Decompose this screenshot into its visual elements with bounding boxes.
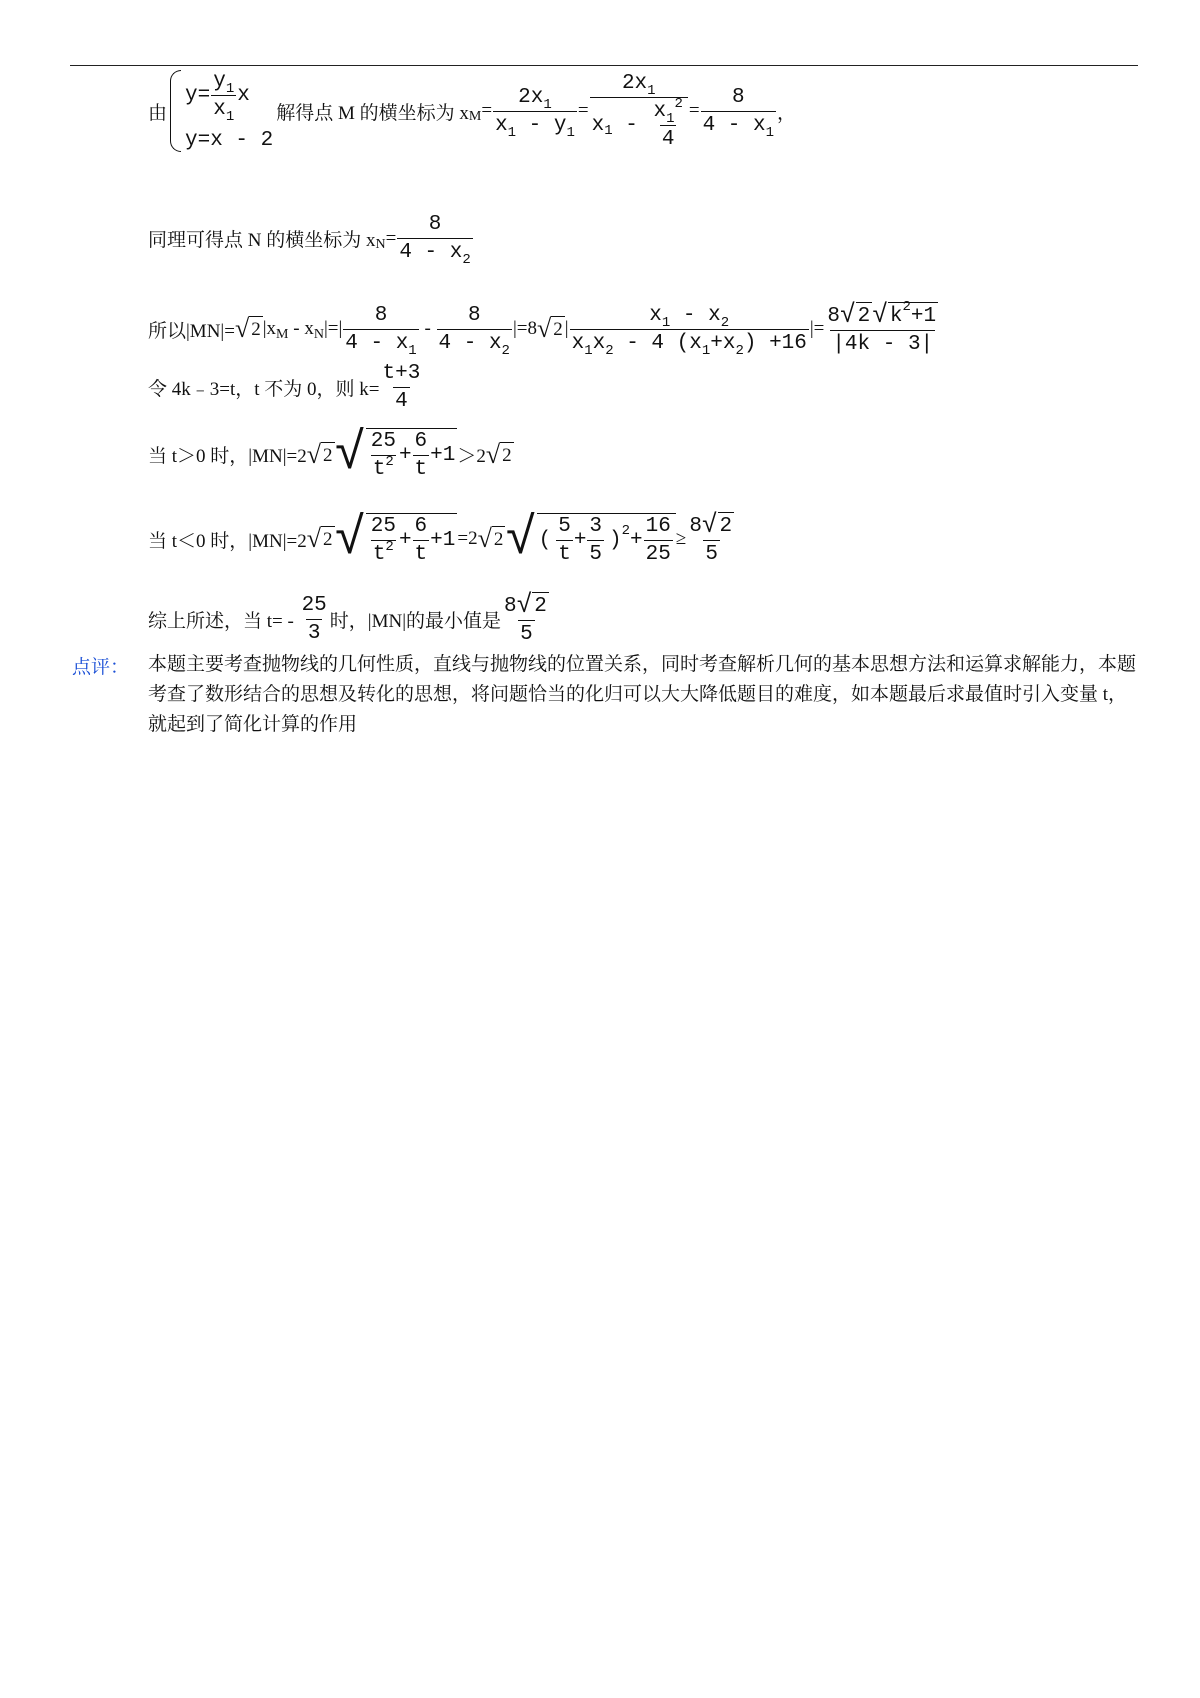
xm-sub: M	[468, 109, 482, 124]
frac-num: 6	[414, 430, 428, 453]
frac-den: 4 - x	[399, 241, 463, 264]
sup: 2	[385, 454, 394, 470]
frac-num: 25	[370, 514, 396, 538]
radicand: 2	[321, 442, 335, 468]
fraction-a	[343, 303, 418, 359]
fraction-xn	[397, 213, 472, 268]
frac-den-sub: 2	[462, 252, 471, 268]
sub: 1	[661, 314, 671, 331]
minus-xn: - x	[288, 318, 314, 339]
paren-close: )	[609, 528, 622, 552]
plus: +	[573, 528, 587, 552]
radicand: 2	[718, 512, 735, 538]
frac-den: x	[591, 113, 605, 137]
gt-2: ＞2	[457, 446, 486, 467]
line2-text: 同理可得点 N 的横坐标为 x	[148, 230, 376, 251]
equals: =	[577, 100, 589, 121]
frac-num: 8	[428, 213, 442, 236]
line4-text: 令 4k﹣3=t，t 不为 0，则 k=	[148, 379, 380, 400]
equals: =	[385, 227, 397, 249]
frac-num: 25	[370, 430, 396, 453]
left-brace	[170, 70, 181, 152]
line7-mid: 时，|MN|的最小值是	[329, 610, 502, 632]
inner-num: x	[653, 99, 667, 123]
frac-den: 4	[393, 387, 410, 413]
sys-row1-x: x	[237, 84, 250, 107]
frac-5-t	[556, 515, 573, 566]
abs-eq-8: |=8	[512, 318, 537, 339]
paren-open: (	[538, 528, 552, 552]
d5: ) +16	[743, 331, 807, 355]
abs-eq: |=	[809, 318, 825, 339]
line5-text: 当 t＞0 时，|MN|=2	[148, 446, 307, 467]
frac-num: 8	[374, 303, 388, 327]
frac-den: |4k - 3|	[830, 330, 935, 356]
frac-den: t	[413, 540, 430, 566]
frac-den: t	[556, 540, 573, 566]
abs-bar: |	[564, 318, 569, 339]
num-8: 8	[689, 515, 702, 538]
sub: 1	[584, 342, 593, 359]
sup: 2	[902, 299, 911, 315]
abs-eq: |=|	[323, 318, 343, 339]
equals: =	[481, 100, 493, 121]
comment-text: 本题主要考查抛物线的几何性质，直线与抛物线的位置关系，同时考查解析几何的基本思想方法和运算求解能力，本题考查了数形结合的思想及转化的思想，将问题恰当的化归可以大大降低题目的难度，如本题最后求最值时引入变量 t，就起到了简化计算的作用	[148, 654, 1137, 735]
fraction-result	[687, 512, 736, 566]
frac-num: 8	[467, 303, 481, 327]
frac-6-t	[413, 430, 430, 481]
radicand: 2	[500, 442, 514, 468]
fraction-25-3	[300, 594, 329, 645]
d4: +x	[710, 331, 736, 355]
inner-fraction	[651, 95, 684, 151]
solution-line-2	[148, 213, 474, 268]
frac-num: 3	[589, 514, 603, 538]
frac-den: t	[413, 455, 430, 481]
frac-num-mid: - x	[670, 303, 721, 327]
radicand: 2	[492, 526, 506, 552]
big-sqrt-1: √ $\frac{25}{t^2}$ + $\frac{6}{t}$ +1	[334, 509, 456, 569]
frac-den-sub: 1	[225, 109, 235, 125]
frac-num: 8	[732, 85, 745, 109]
minus: -	[612, 113, 651, 137]
sys-row1-lhs: y=	[185, 84, 211, 107]
sqrt-2: √ 2	[701, 510, 733, 540]
frac-num: x	[649, 303, 662, 327]
prefix-text: 由	[148, 102, 168, 124]
frac-6-t	[413, 515, 430, 566]
sqrt-2: √ 2	[840, 300, 871, 330]
frac-num: 16	[645, 514, 671, 538]
sub: 1	[701, 342, 711, 359]
sub: 2	[720, 314, 730, 331]
frac-num-sub: 1	[225, 81, 235, 97]
frac-den: 5	[703, 540, 720, 566]
sqrt-2: √ 2	[306, 439, 333, 469]
sub: 2	[605, 342, 614, 359]
radicand: 2	[532, 592, 549, 618]
radicand: 2	[856, 302, 873, 328]
d2: x	[592, 331, 606, 355]
frac-num: 6	[414, 514, 428, 538]
frac-num-sub: 1	[647, 82, 656, 99]
frac-num: 2x	[621, 71, 648, 95]
plus-1: +1	[910, 304, 937, 328]
equation-system	[170, 70, 273, 152]
frac-den: 25	[644, 540, 673, 566]
frac-num-sub: 1	[543, 96, 552, 113]
frac-num: 5	[558, 514, 571, 538]
frac-den-sub: 1	[604, 123, 613, 139]
sqrt-2: √ 2	[477, 524, 504, 553]
frac-num: y	[213, 70, 226, 93]
frac-den-sub: 2	[501, 342, 510, 359]
inner-num-sup: 2	[674, 95, 683, 112]
d1: x	[571, 331, 585, 355]
radicand: 2	[551, 316, 565, 342]
solution-line-5	[148, 425, 514, 484]
xn-sub: N	[375, 236, 386, 252]
mn-label: 所以|MN|=	[148, 320, 235, 342]
sqrt-2: √ 2	[234, 314, 261, 343]
radicand: 2	[249, 316, 263, 342]
line1-text: 解得点 M 的横坐标为 x	[276, 102, 469, 124]
sup: 2	[385, 538, 394, 555]
sub: 2	[735, 342, 744, 359]
solution-line-3	[148, 299, 941, 359]
solution-line-7	[148, 592, 552, 646]
comma: ，	[777, 102, 797, 124]
fraction-3	[701, 85, 776, 141]
frac-den: x	[213, 98, 226, 121]
solution-line-1	[148, 70, 796, 152]
fraction-k	[381, 362, 423, 413]
plus: +	[630, 528, 643, 552]
frac-den: t	[372, 458, 386, 481]
frac-den: x	[495, 113, 508, 137]
frac-25-t2	[369, 515, 398, 566]
frac-den-sub: 1	[507, 124, 517, 141]
frac-den-sub: 1	[408, 342, 417, 359]
frac-den: 4 - x	[702, 113, 766, 137]
sqrt-2: √ 2	[516, 590, 547, 620]
equals: =	[688, 100, 700, 121]
num-8: 8	[827, 305, 841, 328]
ge: ≥	[675, 528, 687, 549]
header-rule	[70, 65, 1138, 66]
frac-25-t2	[369, 430, 398, 481]
sqrt-k2-plus-1: √ k 2 +1	[872, 299, 937, 330]
inner-den: 4	[660, 125, 677, 151]
radicand: 2	[321, 526, 335, 552]
plus-1: +1	[430, 444, 456, 467]
frac-den: 4 - x	[438, 331, 502, 355]
sqrt-2: √ 2	[536, 314, 563, 343]
frac-den: 5	[587, 540, 604, 566]
frac-den-mid: - y	[516, 113, 567, 137]
frac-den-sub2: 1	[566, 124, 575, 141]
xn-sub: N	[313, 327, 324, 342]
frac-num: 25	[301, 593, 327, 617]
frac-den: 4 - x	[345, 331, 409, 355]
frac-den: 3	[306, 619, 323, 645]
frac-den-sub: 1	[765, 124, 775, 141]
fraction-2	[590, 72, 688, 151]
big-sqrt-2: √ ( $\frac{5}{t}$ + $\frac{3}{5}$ ) 2 + $\frac{16}{25}$	[505, 513, 676, 566]
fraction-b	[437, 303, 512, 359]
minus: -	[419, 318, 436, 339]
inner-num-sub: 1	[666, 110, 675, 127]
big-sqrt: √ $\frac{25}{t^2}$ + $\frac{6}{t}$ +1	[334, 425, 456, 484]
d3: - 4 (x	[613, 331, 702, 355]
abs-open: |x	[262, 318, 277, 339]
sys-row1-fraction	[211, 70, 236, 125]
comment-label: 点评：	[72, 657, 130, 678]
sys-row2: y=x - 2	[185, 129, 274, 152]
fraction-d	[825, 299, 940, 356]
plus-1: +1	[430, 528, 456, 552]
plus: +	[398, 528, 412, 552]
frac-den: 5	[518, 620, 535, 646]
frac-num: t+3	[382, 362, 421, 385]
solution-line-4	[148, 362, 423, 413]
frac-num: 2x	[518, 85, 544, 109]
square: 2	[621, 523, 631, 539]
solution-line-6	[148, 509, 737, 569]
eq-2: =2	[457, 528, 478, 549]
num-8: 8	[504, 595, 517, 618]
line6-text: 当 t＜0 时，|MN|=2	[148, 530, 307, 552]
xm-sub: M	[276, 327, 289, 342]
plus: +	[398, 444, 412, 467]
line7-text: 综上所述，当 t= -	[148, 610, 299, 632]
frac-3-5	[587, 515, 604, 566]
fraction-1	[493, 85, 577, 141]
sqrt-2: √ 2	[485, 439, 512, 469]
frac-den: t	[372, 542, 386, 566]
frac-16-25	[644, 515, 673, 566]
fraction-min	[502, 592, 551, 646]
k: k	[889, 304, 903, 328]
fraction-c	[570, 303, 809, 359]
sqrt-2: √ 2	[306, 524, 333, 553]
